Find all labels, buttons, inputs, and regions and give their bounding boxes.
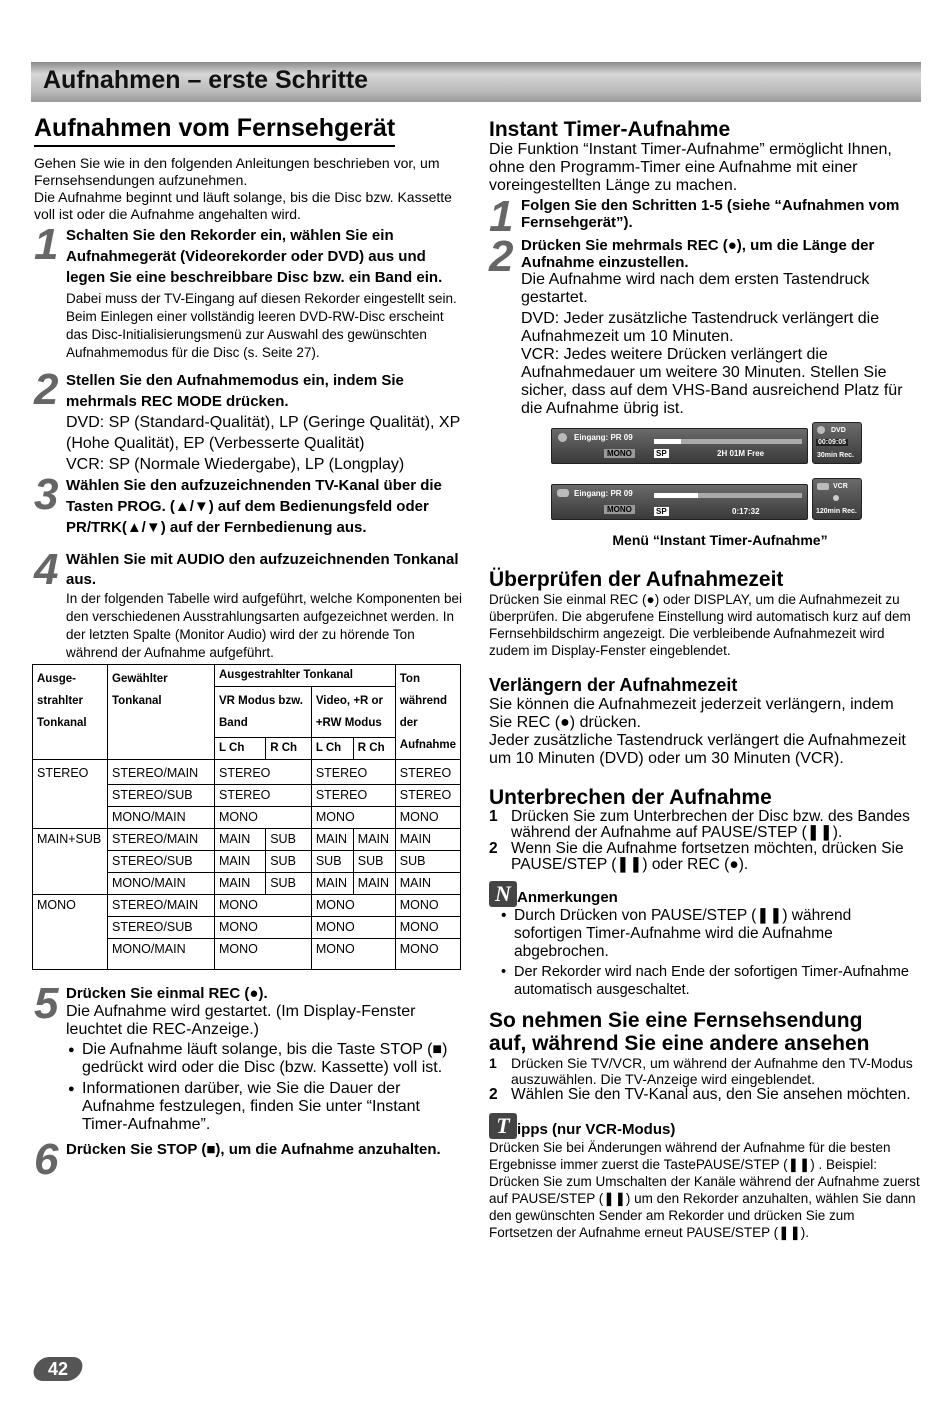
osd-sp: SP xyxy=(656,507,667,516)
item-number: 2 xyxy=(489,840,498,857)
table-cell: SUB xyxy=(266,829,312,851)
osd-sp: SP xyxy=(656,449,667,458)
osd-vcr-panel xyxy=(489,484,921,520)
osd-side-rec: 120min Rec. xyxy=(816,508,857,515)
table-cell: SUB xyxy=(395,851,460,873)
step-number: 3 xyxy=(34,470,59,519)
table-cell: STEREO xyxy=(33,760,108,829)
table-row xyxy=(33,895,461,917)
step-heading: Schalten Sie den Rekorder ein, wählen Sie ein Aufnahmegerät (Videorekorder oder DVD) aus und legen Sie eine beschreibbare Disc bzw. ein Band ein. xyxy=(66,227,443,286)
table-cell: MAIN xyxy=(215,829,266,851)
step-number: 5 xyxy=(34,979,59,1028)
step-heading: Drücken Sie mehrmals REC (●), um die Länge der Aufnahme einzustellen. xyxy=(521,237,875,271)
disc-icon xyxy=(817,426,825,434)
step-number: 2 xyxy=(489,232,514,281)
extend-time-title: Verlängern der Aufnahmezeit xyxy=(489,675,738,695)
table-cell: MAIN xyxy=(395,873,460,895)
osd-time: 0:17:32 xyxy=(732,507,760,516)
table-header-cell: Video, +R or xyxy=(315,695,384,707)
table-header-cell: der xyxy=(399,717,418,729)
osd-progress-fill xyxy=(654,493,698,498)
table-cell: MONO xyxy=(395,807,460,829)
notes-icon: N xyxy=(489,881,517,907)
table-cell: MAIN xyxy=(215,873,266,895)
table-header-cell: Tonkanal xyxy=(112,695,162,707)
table-header-cell: Tonkanal xyxy=(37,717,87,729)
instant-timer-title: Instant Timer-Aufnahme xyxy=(489,118,731,141)
osd-input: Eingang: PR 09 xyxy=(574,489,633,498)
pause-item-1 xyxy=(489,809,921,841)
step-heading: Wählen Sie den aufzuzeichnenden TV-Kanal über die Tasten PROG. (▲/▼) auf dem Bedienungsfeld oder PR/TRK(▲/▼) auf der Fernbedienung aus. xyxy=(66,477,442,536)
intro-paragraph-1: Gehen Sie wie in den folgenden Anleitungen beschrieben vor, um Fernsehsendungen aufzunehmen. xyxy=(34,155,440,188)
item-number: 1 xyxy=(489,1055,497,1071)
osd-dvd-panel xyxy=(489,428,921,464)
table-cell: MONO xyxy=(395,939,460,970)
table-cell: SUB xyxy=(266,873,312,895)
table-header-cell: L Ch xyxy=(311,738,353,760)
watch-other-item-2 xyxy=(489,1087,921,1103)
step-number: 6 xyxy=(34,1135,59,1184)
step-body: DVD: SP (Standard-Qualität), LP (Geringe Qualität), XP (Hohe Qualität), EP (Verbesserte Qualität) xyxy=(66,414,460,452)
section-title: Aufnahmen – erste Schritte xyxy=(43,66,369,94)
check-time-title: Überprüfen der Aufnahmezeit xyxy=(489,568,784,591)
table-row xyxy=(33,829,461,851)
note-item: • Durch Drücken von PAUSE/STEP (❚❚) während sofortigen Timer-Aufnahme wird die Aufnahme abgebrochen. xyxy=(489,907,921,961)
step-1 xyxy=(34,220,464,362)
section-header-bar xyxy=(31,62,921,102)
step-heading: Wählen Sie mit AUDIO den aufzuzeichnenden Tonkanal aus. xyxy=(66,551,459,588)
step-body: Die Aufnahme wird gestartet. (Im Display-Fenster leuchtet die REC-Anzeige.) xyxy=(66,1003,416,1038)
tips-text: Drücken Sie bei Änderungen während der Aufnahme für die besten Ergebnisse immer zuerst die TastePAUSE/STEP (❚❚) . Beispiel: Drücken Sie zum Umschalten der Kanäle während der Aufnahme zuerst auf PAUSE/STEP (❚❚) um den Rekorder anzuhalten, wählen Sie dann den gewünschten Sender am Rekorder und drücken Sie zum Fortsetzen der Aufnahme erneut PAUSE/STEP (❚❚). xyxy=(489,1140,920,1240)
step-6 xyxy=(34,1135,464,1184)
table-header-cell: strahlter xyxy=(37,695,84,707)
instant-step-2 xyxy=(489,232,921,418)
watch-other-title-1: So nehmen Sie eine Fernsehsendung xyxy=(489,1009,863,1032)
osd-progress-track xyxy=(654,439,802,444)
step-number: 1 xyxy=(489,192,514,241)
notes-title: Anmerkungen xyxy=(517,889,618,906)
extend-time-text-2: Jeder zusätzliche Tastendruck verlängert die Aufnahmezeit um 10 Minuten (DVD) oder um 30 Minuten (VCR). xyxy=(489,732,906,767)
step-number: 2 xyxy=(34,365,59,414)
step-bullet: ● Informationen darüber, wie Sie die Dauer der Aufnahme festzulegen, finden Sie unter “Instant Timer-Aufnahme”. xyxy=(66,1080,464,1134)
item-text: Wenn Sie die Aufnahme fortsetzen möchten, drücken Sie PAUSE/STEP (❚❚) oder REC (●). xyxy=(511,840,904,873)
table-cell: MONO xyxy=(215,917,312,939)
table-header-cell: Gewählter xyxy=(112,673,168,685)
step-body: VCR: SP (Normale Wiedergabe), LP (Longplay) xyxy=(66,456,405,473)
table-cell: STEREO xyxy=(395,785,460,807)
step-4 xyxy=(34,545,464,662)
instant-timer-intro: Die Funktion “Instant Timer-Aufnahme” ermöglicht Ihnen, ohne den Programm-Timer eine Aufnahme mit einer voreingestellten Länge zu machen. xyxy=(489,141,892,194)
table-cell: STEREO/MAIN xyxy=(108,895,215,917)
osd-progress-track xyxy=(654,493,802,498)
step-2 xyxy=(34,365,464,475)
osd-bar xyxy=(551,484,808,520)
page-title: Aufnahmen vom Fernsehgerät xyxy=(34,114,395,147)
osd-side-time: 00:09:05 xyxy=(818,439,847,446)
step-heading: Drücken Sie STOP (■), um die Aufnahme anzuhalten. xyxy=(66,1141,441,1158)
table-cell: MONO xyxy=(33,895,108,970)
table-cell: SUB xyxy=(266,851,312,873)
table-cell: MAIN xyxy=(353,873,395,895)
table-cell: MONO xyxy=(311,807,395,829)
table-header-cell: Ausgestrahlter Tonkanal xyxy=(215,665,396,687)
left-column xyxy=(34,114,464,1184)
table-cell: MAIN xyxy=(311,829,353,851)
table-cell: MONO xyxy=(215,895,312,917)
table-cell: STEREO xyxy=(395,760,460,785)
osd-side-rec: 30min Rec. xyxy=(817,452,854,459)
table-cell: MAIN+SUB xyxy=(33,829,108,895)
osd-caption: Menü “Instant Timer-Aufnahme” xyxy=(612,532,828,548)
table-cell: STEREO/MAIN xyxy=(108,829,215,851)
table-header-cell: R Ch xyxy=(353,738,395,760)
osd-progress-fill xyxy=(654,439,681,444)
table-cell: MONO xyxy=(311,939,395,970)
step-heading: Stellen Sie den Aufnahmemodus ein, indem Sie mehrmals REC MODE drücken. xyxy=(66,372,404,410)
note-item: • Der Rekorder wird nach Ende der sofortigen Timer-Aufnahme automatisch ausgeschaltet. xyxy=(489,963,921,999)
table-cell: MONO xyxy=(311,917,395,939)
table-cell: MAIN xyxy=(353,829,395,851)
table-cell: SUB xyxy=(311,851,353,873)
record-icon xyxy=(833,495,839,501)
osd-bar xyxy=(551,428,808,464)
item-number: 2 xyxy=(489,1086,498,1103)
step-body: VCR: Jedes weitere Drücken verlängert die Aufnahmedauer um weitere 30 Minuten. Stellen Sie sicher, dass auf dem VHS-Band ausreichend Platz für die Aufnahme übrig ist. xyxy=(521,346,903,417)
step-heading: Folgen Sie den Schritten 1-5 (siehe “Aufnahmen vom Fernsehgerät”). xyxy=(521,197,900,231)
osd-side-panel xyxy=(812,478,862,520)
notes-heading xyxy=(489,881,921,907)
cassette-icon xyxy=(557,489,569,497)
osd-input: Eingang: PR 09 xyxy=(574,433,633,442)
table-cell: MONO/MAIN xyxy=(108,807,215,829)
table-cell: STEREO/SUB xyxy=(108,785,215,807)
step-body: DVD: Jeder zusätzliche Tastendruck verlängert die Aufnahmezeit um 10 Minuten. xyxy=(521,310,880,345)
tips-title: ipps (nur VCR-Modus) xyxy=(517,1121,676,1138)
table-cell: STEREO xyxy=(311,785,395,807)
step-number: 4 xyxy=(34,545,59,594)
page-number-text: 42 xyxy=(47,1359,69,1379)
step-body: Die Aufnahme wird nach dem ersten Tastendruck gestartet. xyxy=(521,271,870,306)
pause-item-2 xyxy=(489,841,921,873)
osd-side-label: VCR xyxy=(833,483,848,490)
table-cell: STEREO/SUB xyxy=(108,851,215,873)
right-column xyxy=(489,118,921,1241)
table-header-cell: +RW Modus xyxy=(315,717,382,729)
disc-icon xyxy=(558,433,567,442)
osd-mono: MONO xyxy=(604,449,635,458)
table-header-cell: R Ch xyxy=(266,738,312,760)
table-cell: STEREO xyxy=(215,760,312,785)
osd-time: 2H 01M Free xyxy=(717,449,765,458)
page-number xyxy=(31,1357,85,1381)
check-time-text: Drücken Sie einmal REC (●) oder DISPLAY, um die Aufnahmezeit zu überprüfen. Die abgerufene Einstellung wird automatisch kurz auf dem Fernsehbildschirm angezeigt. Die verbleibende Aufnahmezeit wird zudem im Display-Fenster eingeblendet. xyxy=(489,592,911,658)
osd-mono: MONO xyxy=(604,505,635,514)
item-text: Drücken Sie zum Unterbrechen der Disc bzw. des Bandes während der Aufnahme auf PAUSE/STEP (❚❚). xyxy=(511,808,910,841)
step-bullet: ● Die Aufnahme läuft solange, bis die Taste STOP (■) gedrückt wird oder die Disc (bzw. Kassette) voll ist. xyxy=(66,1041,464,1077)
step-5 xyxy=(34,979,464,1134)
item-text: Wählen Sie den TV-Kanal aus, den Sie ansehen möchten. xyxy=(511,1086,911,1103)
table-cell: SUB xyxy=(353,851,395,873)
table-header-cell: Aufnahme xyxy=(399,739,456,751)
instant-step-1 xyxy=(489,192,921,241)
table-header-cell: Ton während xyxy=(399,673,448,707)
table-cell: MONO xyxy=(215,807,312,829)
table-cell: MONO/MAIN xyxy=(108,939,215,970)
cassette-icon xyxy=(817,483,829,490)
watch-other-title-2: auf, während Sie eine andere ansehen xyxy=(489,1032,870,1055)
table-cell: MAIN xyxy=(311,873,353,895)
intro-paragraph-2: Die Aufnahme beginnt und läuft solange, bis die Disc bzw. Kassette voll ist oder die Aufnahme angehalten wird. xyxy=(34,189,452,222)
step-note: In der folgenden Tabelle wird aufgeführt, welche Komponenten bei den verschiedenen Ausstrahlungsarten aufgezeichnet werden. In der letzten Spalte (Monitor Audio) wird der zu hörende Ton während der Aufnahme aufgeführt. xyxy=(66,591,463,660)
table-cell: MONO xyxy=(395,917,460,939)
table-cell: MAIN xyxy=(215,851,266,873)
table-header-cell: L Ch xyxy=(215,738,266,760)
step-3 xyxy=(34,470,464,538)
tips-icon: T xyxy=(489,1113,517,1139)
table-cell: MONO xyxy=(311,895,395,917)
table-cell: MAIN xyxy=(395,829,460,851)
table-cell: STEREO xyxy=(215,785,312,807)
table-header-cell: Band xyxy=(219,717,248,729)
table-cell: MONO/MAIN xyxy=(108,873,215,895)
osd-side-panel xyxy=(812,422,862,464)
table-header-cell: Ausge- xyxy=(37,673,76,685)
extend-time-text-1: Sie können die Aufnahmezeit jederzeit verlängern, indem Sie REC (●) drücken. xyxy=(489,696,894,731)
table-cell: MONO xyxy=(215,939,312,970)
step-number: 1 xyxy=(34,220,59,269)
table-row xyxy=(33,760,461,785)
table-cell: STEREO/MAIN xyxy=(108,760,215,785)
item-number: 1 xyxy=(489,808,498,825)
table-cell: STEREO/SUB xyxy=(108,917,215,939)
pause-recording-title: Unterbrechen der Aufnahme xyxy=(489,786,772,809)
table-cell: STEREO xyxy=(311,760,395,785)
osd-side-label: DVD xyxy=(831,427,846,434)
tips-heading xyxy=(489,1113,921,1139)
table-header-cell: VR Modus bzw. xyxy=(219,695,303,707)
table-cell: MONO xyxy=(395,895,460,917)
step-note: Dabei muss der TV-Eingang auf diesen Rekorder eingestellt sein. Beim Einlegen einer vollständig leeren DVD-RW-Disc erscheint das Disc-Initialisierungsmenü zur Auswahl des gewünschten Aufnahmemodus für die Disc (s. Seite 27). xyxy=(66,291,457,360)
step-heading: Drücken Sie einmal REC (●). xyxy=(66,985,268,1002)
watch-other-item-1 xyxy=(489,1055,921,1087)
item-text: Drücken Sie TV/VCR, um während der Aufnahme den TV-Modus auszuwählen. Die TV-Anzeige wird eingeblendet. xyxy=(511,1055,913,1087)
audio-channel-table xyxy=(32,664,461,970)
